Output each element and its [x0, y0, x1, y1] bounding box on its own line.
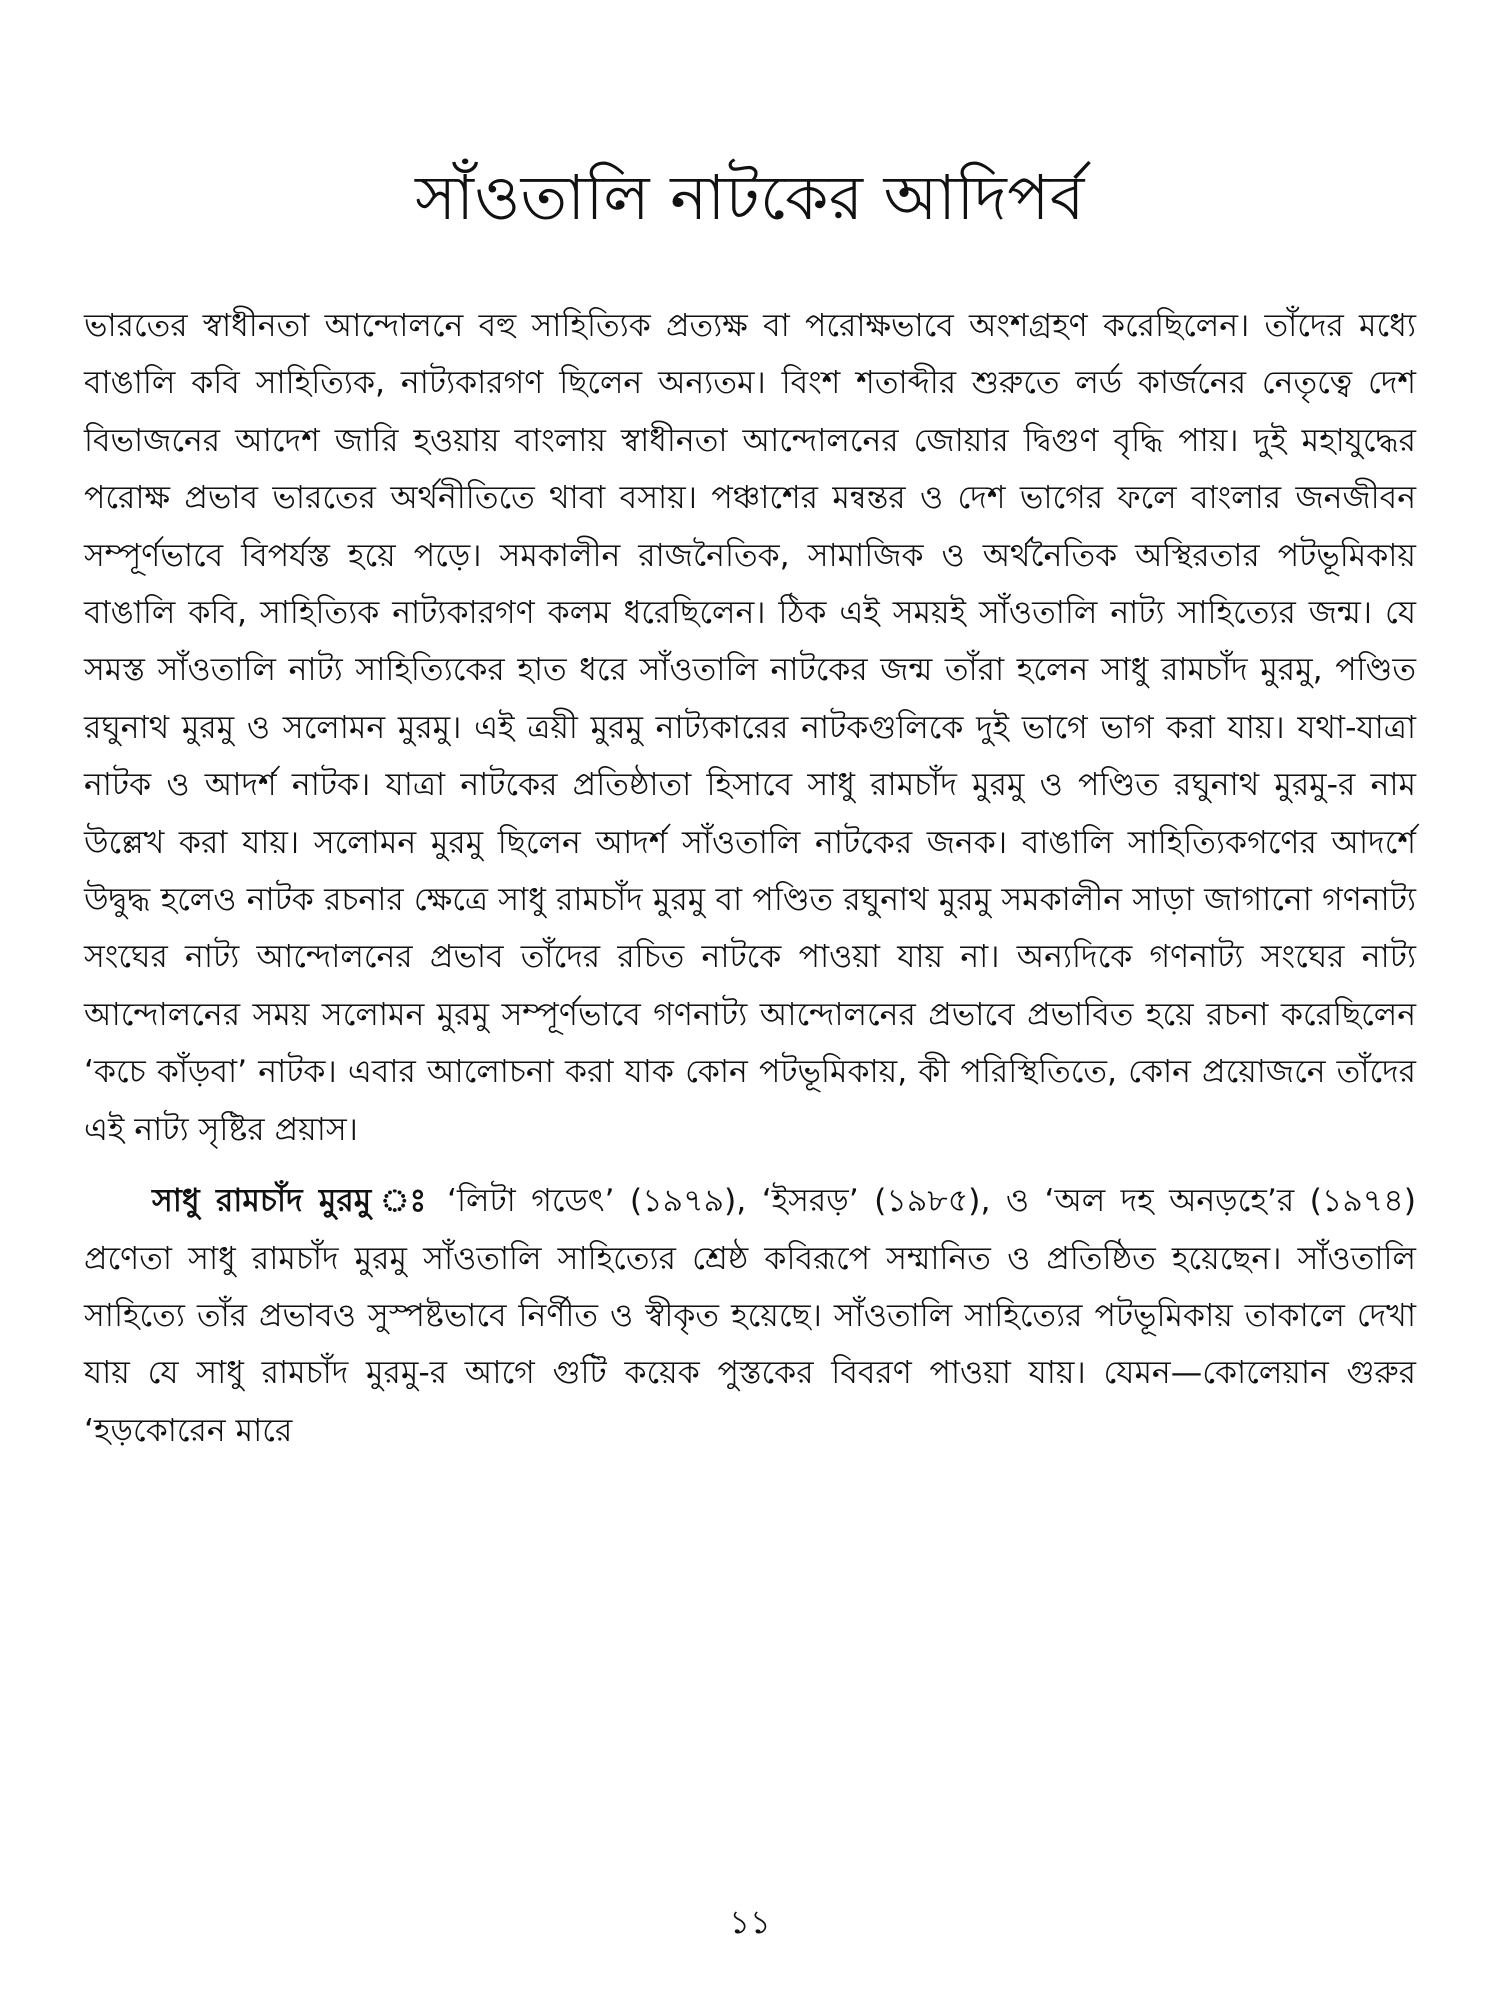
paragraph-1: ভারতের স্বাধীনতা আন্দোলনে বহু সাহিত্যিক প্রত্যক্ষ বা পরোক্ষভাবে অংশগ্রহণ করেছিলেন। তাঁদের মধ্যে বাঙালি কবি সাহিত্যিক, নাট্যকারগণ ছিলেন অন্যতম। বিংশ শতাব্দীর শুরুতে লর্ড কার্জনের নেতৃত্বে দেশ বিভাজনের আদেশ জারি হওয়ায় বাংলায় স্বাধীনতা আন্দোলনের জোয়ার দ্বিগুণ বৃদ্ধি পায়। দুই মহাযুদ্ধের পরোক্ষ প্রভাব ভারতের অর্থনীতিতে থাবা বসায়। পঞ্চাশের মন্বন্তর ও দেশ ভাগের ফলে বাংলার জনজীবন সম্পূর্ণভাবে বিপর্যস্ত হয়ে পড়ে। সমকালীন রাজনৈতিক, সামাজিক ও অর্থনৈতিক অস্থিরতার পটভূমিকায় বাঙালি কবি, সাহিত্যিক নাট্যকারগণ কলম ধরেছিলেন। ঠিক এই সময়ই সাঁওতালি নাট্য সাহিত্যের জন্ম। যে সমস্ত সাঁওতালি নাট্য সাহিত্যিকের হাত ধরে সাঁওতালি নাটকের জন্ম তাঁরা হলেন সাধু রামচাঁদ মুরমু, পণ্ডিত রঘুনাথ মুরমু ও সলোমন মুরমু। এই ত্রয়ী মুরমু নাট্যকারের নাটকগুলিকে দুই ভাগে ভাগ করা যায়। যথা-যাত্রা নাটক ও আদর্শ নাটক। যাত্রা নাটকের প্রতিষ্ঠাতা হিসাবে সাধু রামচাঁদ মুরমু ও পণ্ডিত রঘুনাথ মুরমু-র নাম উল্লেখ করা যায়। সলোমন মুরমু ছিলেন আদর্শ সাঁওতালি নাটকের জনক। বাঙালি সাহিত্যিকগণের আদর্শে উদ্বুদ্ধ হলেও নাটক রচনার ক্ষেত্রে সাধু রামচাঁদ মুরমু বা পণ্ডিত রঘুনাথ মুরমু সমকালীন সাড়া জাগানো গণনাট্য সংঘের নাট্য আন্দোলনের প্রভাব তাঁদের রচিত নাটকে পাওয়া যায় না। অন্যদিকে গণনাট্য সংঘের নাট্য আন্দোলনের সময় সলোমন মুরমু সম্পূর্ণভাবে গণনাট্য আন্দোলনের প্রভাবে প্রভাবিত হয়ে রচনা করেছিলেন ‘কচে কাঁড়বা’ নাটক। এবার আলোচনা করা যাক কোন পটভূমিকায়, কী পরিস্থিতিতে, কোন প্রয়োজনে তাঁদের এই নাট্য সৃষ্টির প্রয়াস।	[84, 308, 1416, 1148]
paragraph-2	[84, 1173, 1416, 1460]
paragraph-2-text: ‘লিটা গডেৎ’ (১৯৭৯), ‘ইসরড়’ (১৯৮৫), ও ‘অল দহ অনড়হে’র (১৯৭৪) প্রণেতা সাধু রামচাঁদ মুরমু সাঁওতালি সাহিত্যের শ্রেষ্ঠ কবিরূপে সম্মানিত ও প্রতিষ্ঠিত হয়েছেন। সাঁওতালি সাহিত্যে তাঁর প্রভাবও সুস্পষ্টভাবে নির্ণীত ও স্বীকৃত হয়েছে। সাঁওতালি সাহিত্যের পটভূমিকায় তাকালে দেখা যায় যে সাধু রামচাঁদ মুরমু-র আগে গুটি কয়েক পুস্তকের বিবরণ পাওয়া যায়। যেমন—কোলেয়ান গুরুর ‘হড়কোরেন মারে	[84, 1183, 1416, 1449]
body-text	[84, 298, 1416, 1460]
paragraph-2-lead: সাধু রামচাঁদ মুরমু ঃ	[152, 1183, 432, 1220]
page-title: সাঁওতালি নাটকের আদিপর্ব	[415, 161, 1085, 234]
page-number: ১১	[729, 1903, 771, 1941]
